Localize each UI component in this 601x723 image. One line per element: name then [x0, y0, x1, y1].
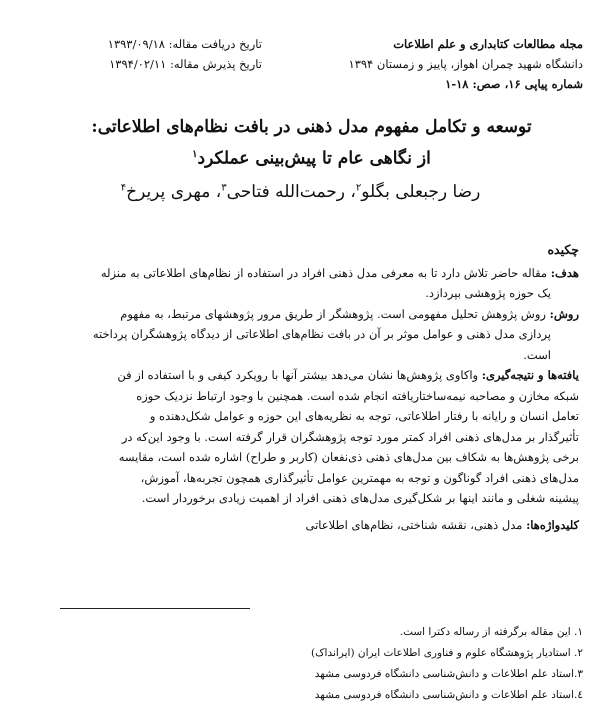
goal-paragraph [35, 263, 579, 284]
goal-paragraph-cont: یک حوزه پژوهشی بپردازد. [425, 286, 551, 300]
findings-line: پیشینه شغلی و مانند اینها بر شکل‌گیری مدل‌های ذهنی افراد از اهمیت زیادی برخوردار است. [141, 491, 579, 505]
author-footnote-mark: ۲ [355, 182, 362, 194]
journal-name: مجله مطالعات کتابداری و علم اطلاعات [393, 37, 583, 51]
author-name: مهری پریرخ [126, 182, 211, 202]
author-2 [210, 182, 345, 202]
method-paragraph [35, 304, 579, 325]
author-3 [121, 182, 211, 202]
dates-header [62, 34, 262, 74]
footnote-divider [60, 608, 250, 609]
goal-text: مقاله حاضر تلاش دارد تا به معرفی مدل ذهنی افراد در استفاده از نظام‌های اطلاعاتی به منزله [100, 265, 548, 280]
findings-line: تعامل انسان و رایانه با رفتار اطلاعاتی، توجه به نظریه‌های این حوزه و عوامل شکل‌دهنده و [149, 409, 579, 423]
findings-label: یافته‌ها و نتیجه‌گیری: [481, 368, 579, 382]
findings-paragraph [35, 365, 579, 386]
accepted-date: تاریخ پذیرش مقاله: ۱۳۹۴/۰۲/۱۱ [109, 57, 262, 71]
findings-line: برخی پژوهش‌ها به شکاف بین مدل‌های ذهنی ذی‌نفعان (کاربر و طراح) اشاره شده است، مقایسه [118, 450, 579, 464]
title-line-2 [40, 141, 583, 173]
author-list [30, 182, 571, 202]
findings-line: تأثیرگذار بر مدل‌های ذهنی افراد کمتر مورد توجه پژوهشگران قرار گرفته است. با وجود این‌که در [121, 429, 579, 444]
abstract-heading: چکیده [547, 242, 579, 257]
footnotes [23, 622, 583, 706]
author-separator: ، [210, 182, 222, 202]
footnote-4: ٤.استاد علم اطلاعات و دانش‌شناسی دانشگاه فردوسی مشهد [314, 689, 583, 701]
keywords-paragraph [35, 515, 579, 536]
goal-label: هدف: [550, 265, 579, 280]
footnote-1: ۱. این مقاله برگرفته از رساله دکترا است. [399, 626, 583, 638]
title-footnote-mark: ۱ [192, 149, 198, 160]
footnote-3: ۳.استاد علم اطلاعات و دانش‌شناسی دانشگاه فردوسی مشهد [314, 668, 583, 680]
findings-text: واکاوی پژوهش‌ها نشان می‌دهد بیشتر آنها با رویکرد کیفی و با استفاده از فن [117, 368, 479, 382]
title-line-1: توسعه و تکامل مفهوم مدل ذهنی در بافت نظام‌های اطلاعاتی: [91, 117, 532, 137]
author-footnote-mark: ۴ [120, 182, 127, 194]
method-text: روش پژوهش تحلیل مفهومی است. پژوهشگر از طریق مرور پژوهشهای مرتبط، به مفهوم [120, 306, 546, 321]
author-separator: ، [345, 182, 356, 202]
journal-header [283, 34, 583, 94]
abstract-section [35, 240, 579, 535]
author-name: رضا رجبعلی بگلو [361, 182, 481, 202]
title-line-2-text: از نگاهی عام تا پیش‌بینی عملکرد [197, 148, 431, 169]
method-paragraph-cont: پردازی مدل ذهنی و عوامل موثر بر آن در بافت نظام‌های اطلاعاتی از دیدگاه پژوهشگران پرداخته [92, 327, 551, 341]
keywords-label: کلیدواژه‌ها: [526, 517, 579, 532]
author-1 [345, 182, 480, 202]
received-date: تاریخ دریافت مقاله: ۱۳۹۳/۰۹/۱۸ [107, 37, 262, 51]
findings-line: مدل‌های ذهنی افراد گوناگون و توجه به مهمترین عوامل تأثیرگذاری همچون تجربه‌ها، آموزش، [140, 470, 579, 485]
method-paragraph-end: است. [523, 347, 551, 362]
author-name: رحمت‌الله فتاحی [226, 182, 345, 202]
method-label: روش: [549, 306, 579, 321]
publisher-line: دانشگاه شهید چمران اهواز، پاییز و زمستان ۱۳۹۴ [348, 57, 583, 71]
author-footnote-mark: ۳ [221, 182, 227, 194]
issue-pages: شماره پیاپی ۱۶، صص: ۱۸-۱ [445, 77, 583, 91]
paper-title [40, 113, 583, 173]
findings-line: شبکه مخازن و مصاحبه نیمه‌ساختاریافته انجام شده است. همچنین با وجود ارتباط نزدیک حوزه [136, 388, 579, 403]
footnote-2: ۲. استادیار پژوهشگاه علوم و فناوری اطلاعات ایران (ایرانداک) [311, 647, 583, 659]
keywords-text: مدل ذهنی، نقشه شناختی، نظام‌های اطلاعاتی [305, 517, 523, 532]
